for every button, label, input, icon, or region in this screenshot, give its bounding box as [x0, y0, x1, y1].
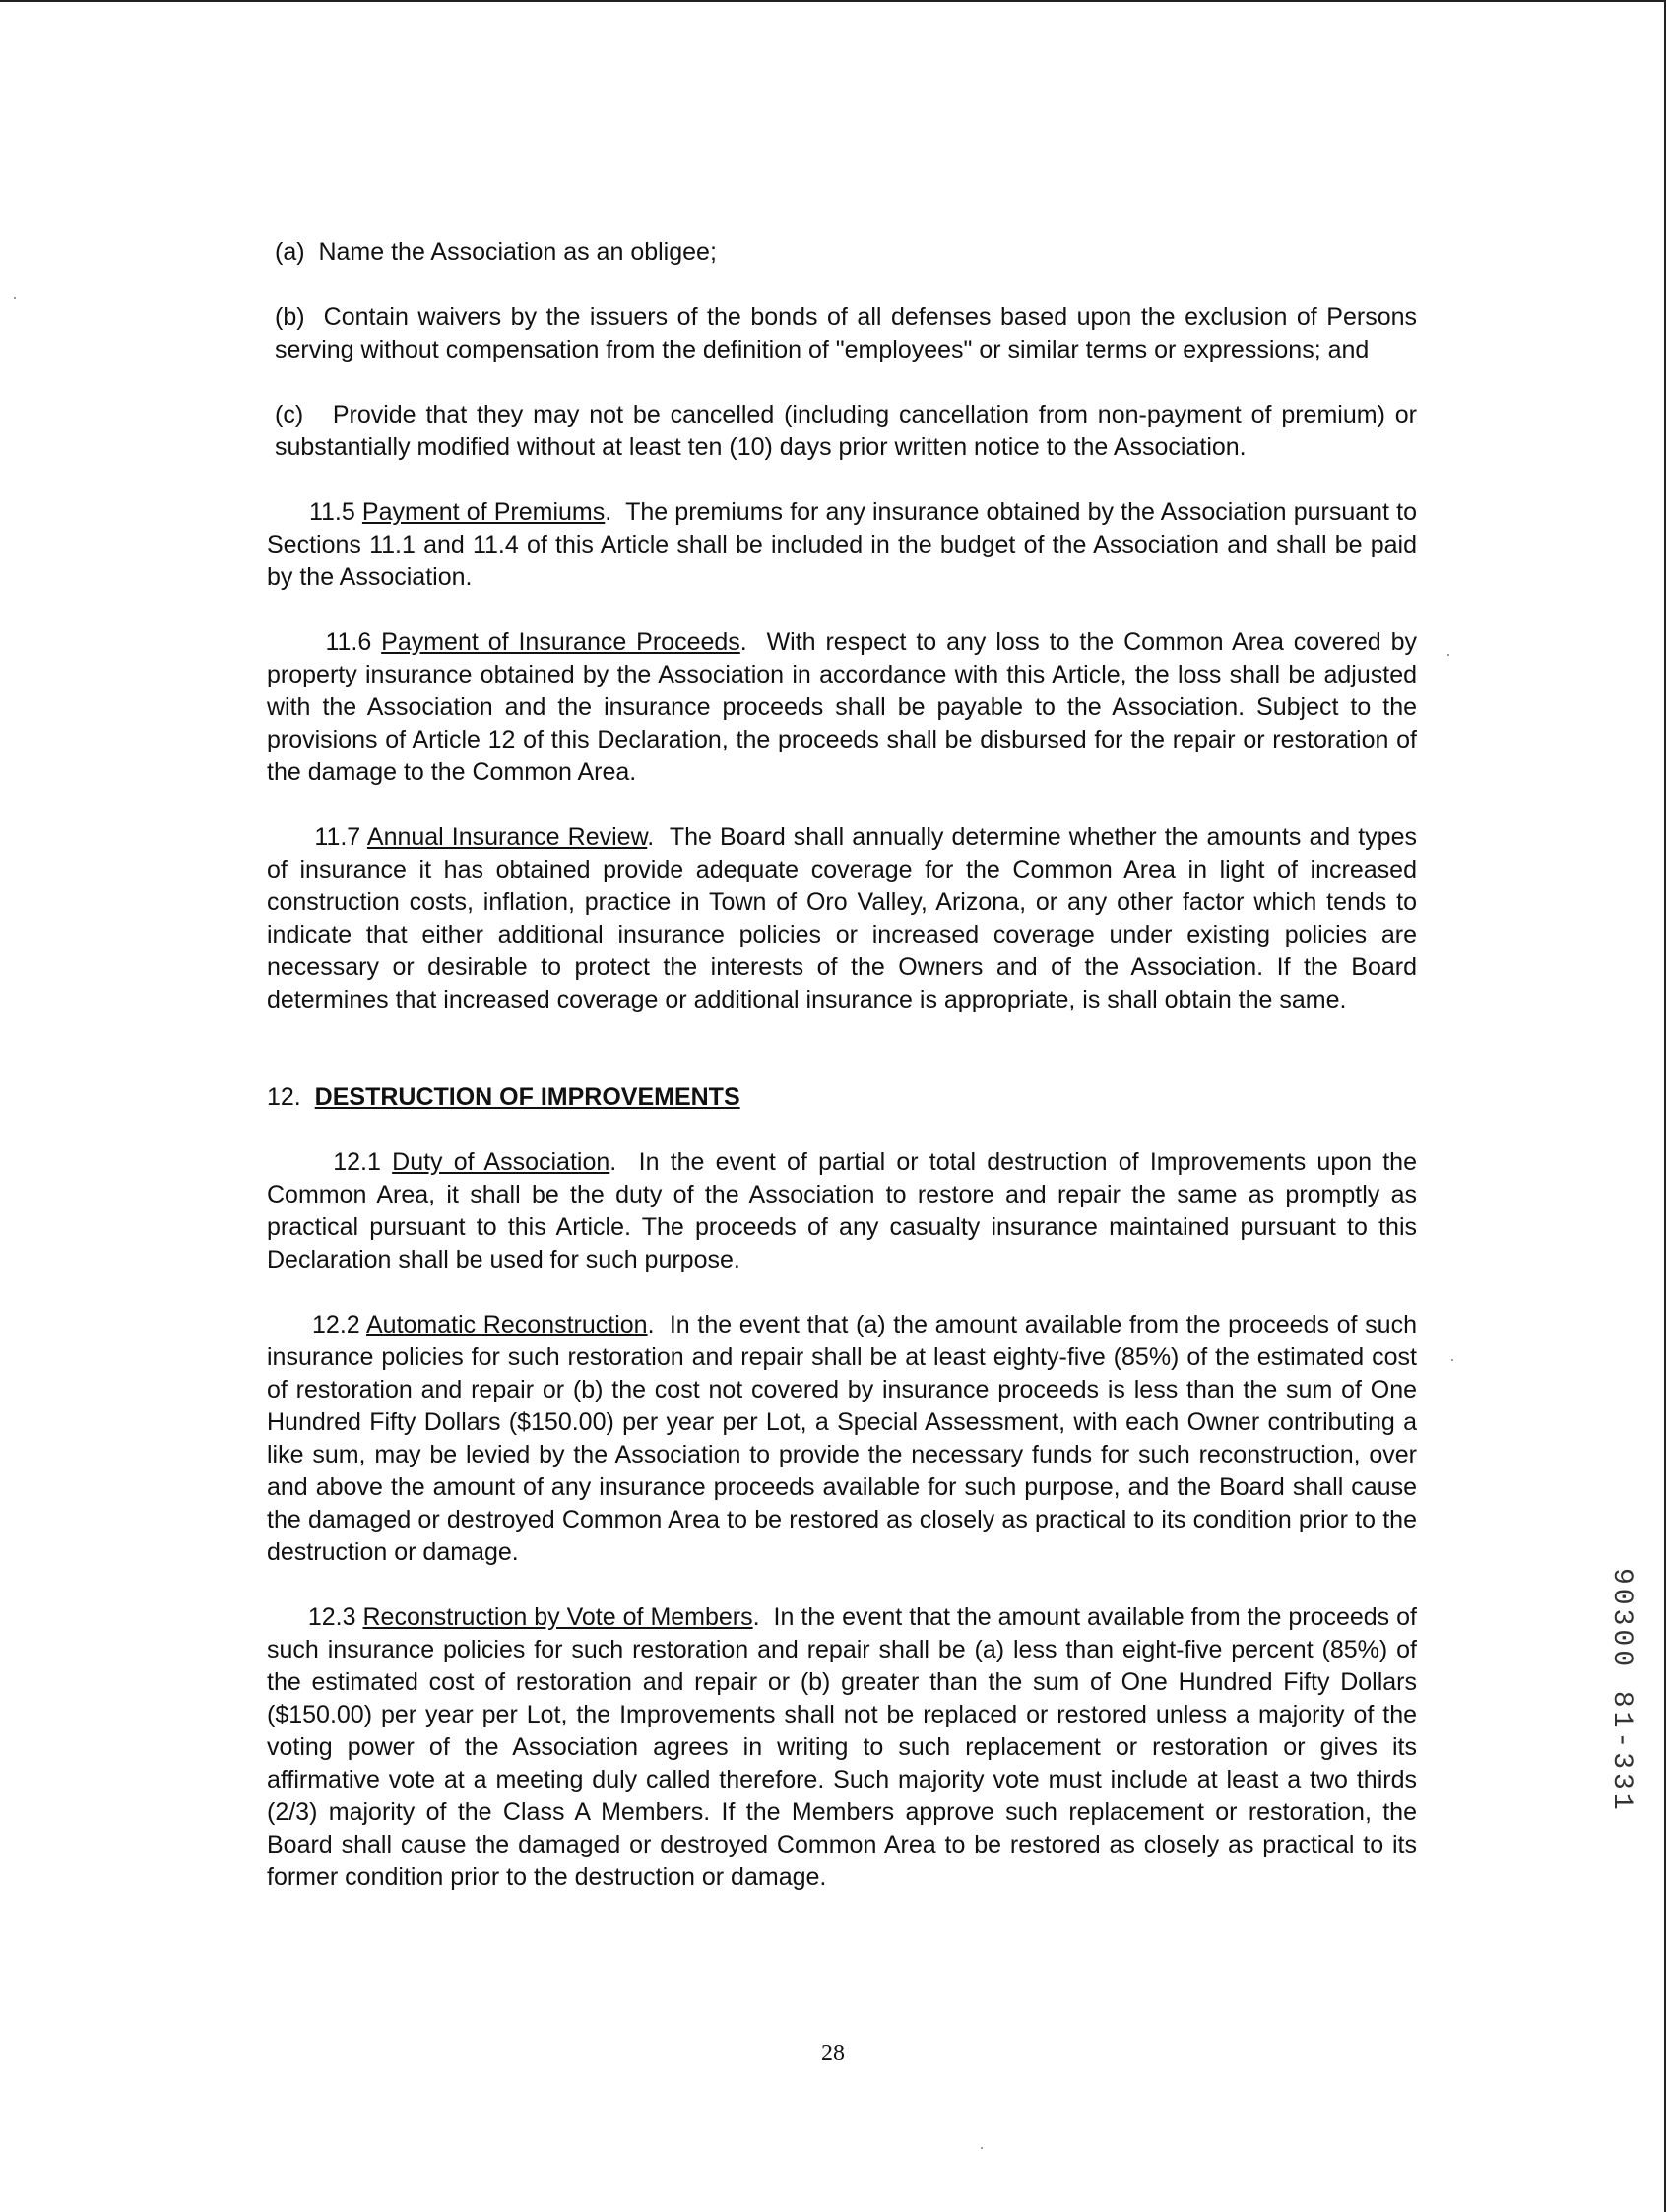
section-11-6: 11.6 Payment of Insurance Proceeds. With respect to any loss to the Common Area covered by property insurance obtained by the Association in accordance with this Article, the loss shall be adjusted with the Association and the insurance proceeds shall be payable to the Association. Subject to the provisions of Article 12 of this Declaration, the proceeds shall be disbursed for the repair or restoration of the damage to the Common Area. [267, 628, 1417, 786]
section-12-3: 12.3 Reconstruction by Vote of Members. In the event that the amount available from the proceeds of such insurance policies for such restoration and repair shall be (a) less than eight-five percent (85%) of the estimated cost of restoration and repair or (b) greater than the sum of One Hundred Fifty Dollars ($150.00) per year per Lot, the Improvements shall not be replaced or restored unless a majority of the voting power of the Association agrees in writing to such replacement or restoration or gives its affirmative vote at a meeting duly called therefore. Such majority vote must include at least a two thirds (2/3) majority of the Class A Members. If the Members approve such replacement or restoration, the Board shall cause the damaged or destroyed Common Area to be restored as closely as practical to its former condition prior to the destruction or damage. [267, 1603, 1418, 1891]
section-12-1-text: In the event of partial or total destruction of Improvements upon the Common Area, it shall be the duty of the Association to restore and repair the same as promptly as practical pursuant to this Article. The proceeds of any casualty insurance maintained pursuant to this Declaration shall be used for such purpose. [267, 1148, 1417, 1273]
section-12-2-title: Automatic Reconstruction [365, 1311, 648, 1338]
item-a-label: (a) [275, 238, 305, 266]
section-11-5-text: The premiums for any insurance obtained by the Association pursuant to Sections 11.1 and 11.4 of this Article shall be included in the budget of the Association and shall be paid by the Association. [267, 498, 1417, 591]
section-11-7-text: The Board shall annually determine whether the amounts and types of insurance it has obtained provide adequate coverage for the Common Area in light of increased construction costs, inflation, practice in Town of Oro Valley, Arizona, or any other factor which tends to indicate that either additional insurance policies or increased coverage under existing policies are necessary or desirable to protect the interests of the Owners and of the Association. If the Board determines that increased coverage or additional insurance is appropriate, is shall obtain the same. [267, 823, 1417, 1013]
item-a [267, 236, 1417, 269]
document-body [267, 236, 1417, 1894]
scan-speck [1447, 654, 1449, 656]
section-11-6-text: With respect to any loss to the Common Area covered by property insurance obtained by the Association in accordance with this Article, the loss shall be adjusted with the Association and the insurance proceeds shall be payable to the Association. Subject to the provisions of Article 12 of this Declaration, the proceeds shall be disbursed for the repair or restoration of the damage to the Common Area. [267, 628, 1417, 786]
item-b-text: Contain waivers by the issuers of the bonds of all defenses based upon the exclusion of Persons serving without compensation from the definition of "employees" or similar terms or expressions; and [275, 303, 1417, 363]
item-b-label: (b) [275, 303, 305, 331]
page-number: 28 [821, 2041, 845, 2066]
section-11-7-number: 11.7 [314, 823, 361, 851]
section-11-5: 11.5 Payment of Premiums. The premiums for any insurance obtained by the Association pursuant to Sections 11.1 and 11.4 of this Article shall be included in the budget of the Association and shall be paid by the Association. [267, 498, 1417, 591]
section-12-2-number: 12.2 [312, 1311, 360, 1338]
section-11-6-title: Payment of Insurance Proceeds [381, 628, 740, 656]
section-11-5-title: Payment of Premiums [361, 498, 606, 526]
section-12-3-text: In the event that the amount available from the proceeds of such insurance policies for such restoration and repair shall be (a) less than eight-five percent (85%) of the estimated cost of restoration and repair or (b) greater than the sum of One Hundred Fifty Dollars ($150.00) per year per Lot, the Improvements shall not be replaced or restored unless a majority of the voting power of the Association agrees in writing to such replacement or restoration or gives its affirmative vote at a meeting duly called therefore. Such majority vote must include at least a two thirds (2/3) majority of the Class A Members. If the Members approve such replacement or restoration, the Board shall cause the damaged or destroyed Common Area to be restored as closely as practical to its former condition prior to the destruction or damage. [267, 1603, 1418, 1891]
section-12-1-number: 12.1 [333, 1148, 381, 1176]
side-stamp-text: 90300 81-331 [1606, 1568, 1636, 1814]
section-12-3-number: 12.3 [307, 1603, 356, 1631]
scan-speck [1451, 1359, 1453, 1361]
article-12-heading [267, 1081, 1417, 1114]
scan-speck [981, 2147, 983, 2149]
article-12-title: DESTRUCTION OF IMPROVEMENTS [314, 1083, 740, 1111]
scan-speck [14, 297, 16, 299]
side-stamp [1607, 1568, 1646, 1863]
section-12-1: 12.1 Duty of Association. In the event of partial or total destruction of Improvements upon the Common Area, it shall be the duty of the Association to restore and repair the same as promptly as practical pursuant to this Article. The proceeds of any casualty insurance maintained pursuant to this Declaration shall be used for such purpose. [267, 1148, 1417, 1273]
section-12-1-title: Duty of Association [392, 1148, 610, 1176]
article-12-number: 12. [267, 1083, 301, 1111]
section-11-6-number: 11.6 [325, 628, 372, 656]
section-11-7-title: Annual Insurance Review [366, 823, 648, 851]
item-c-label: (c) [275, 401, 304, 428]
item-c-text: Provide that they may not be cancelled (including cancellation from non-payment of premium) or substantially modified without at least ten (10) days prior written notice to the Association. [275, 401, 1417, 461]
item-a-text: Name the Association as an obligee; [318, 238, 717, 266]
section-11-5-number: 11.5 [308, 498, 355, 526]
section-12-2: 12.2 Automatic Reconstruction. In the event that (a) the amount available from the proceeds of such insurance policies for such restoration and repair shall be at least eighty-five (85%) of the estimated cost of restoration and repair or (b) the cost not covered by insurance proceeds is less than the sum of One Hundred Fifty Dollars ($150.00) per year per Lot, a Special Assessment, with each Owner contributing a like sum, may be levied by the Association to provide the necessary funds for such reconstruction, over and above the amount of any insurance proceeds available for such purpose, and the Board shall cause the damaged or destroyed Common Area to be restored as closely as practical to its condition prior to the destruction or damage. [267, 1311, 1417, 1566]
item-b [267, 301, 1417, 366]
item-c [267, 399, 1417, 464]
section-12-3-title: Reconstruction by Vote of Members [362, 1603, 753, 1631]
section-12-2-text: In the event that (a) the amount available from the proceeds of such insurance policies for such restoration and repair shall be at least eighty-five (85%) of the estimated cost of restoration and repair or (b) the cost not covered by insurance proceeds is less than the sum of One Hundred Fifty Dollars ($150.00) per year per Lot, a Special Assessment, with each Owner contributing a like sum, may be levied by the Association to provide the necessary funds for such reconstruction, over and above the amount of any insurance proceeds available for such purpose, and the Board shall cause the damaged or destroyed Common Area to be restored as closely as practical to its condition prior to the destruction or damage. [267, 1311, 1417, 1566]
section-11-7: 11.7 Annual Insurance Review. The Board shall annually determine whether the amounts and types of insurance it has obtained provide adequate coverage for the Common Area in light of increased construction costs, inflation, practice in Town of Oro Valley, Arizona, or any other factor which tends to indicate that either additional insurance policies or increased coverage under existing policies are necessary or desirable to protect the interests of the Owners and of the Association. If the Board determines that increased coverage or additional insurance is appropriate, is shall obtain the same. [267, 823, 1417, 1013]
